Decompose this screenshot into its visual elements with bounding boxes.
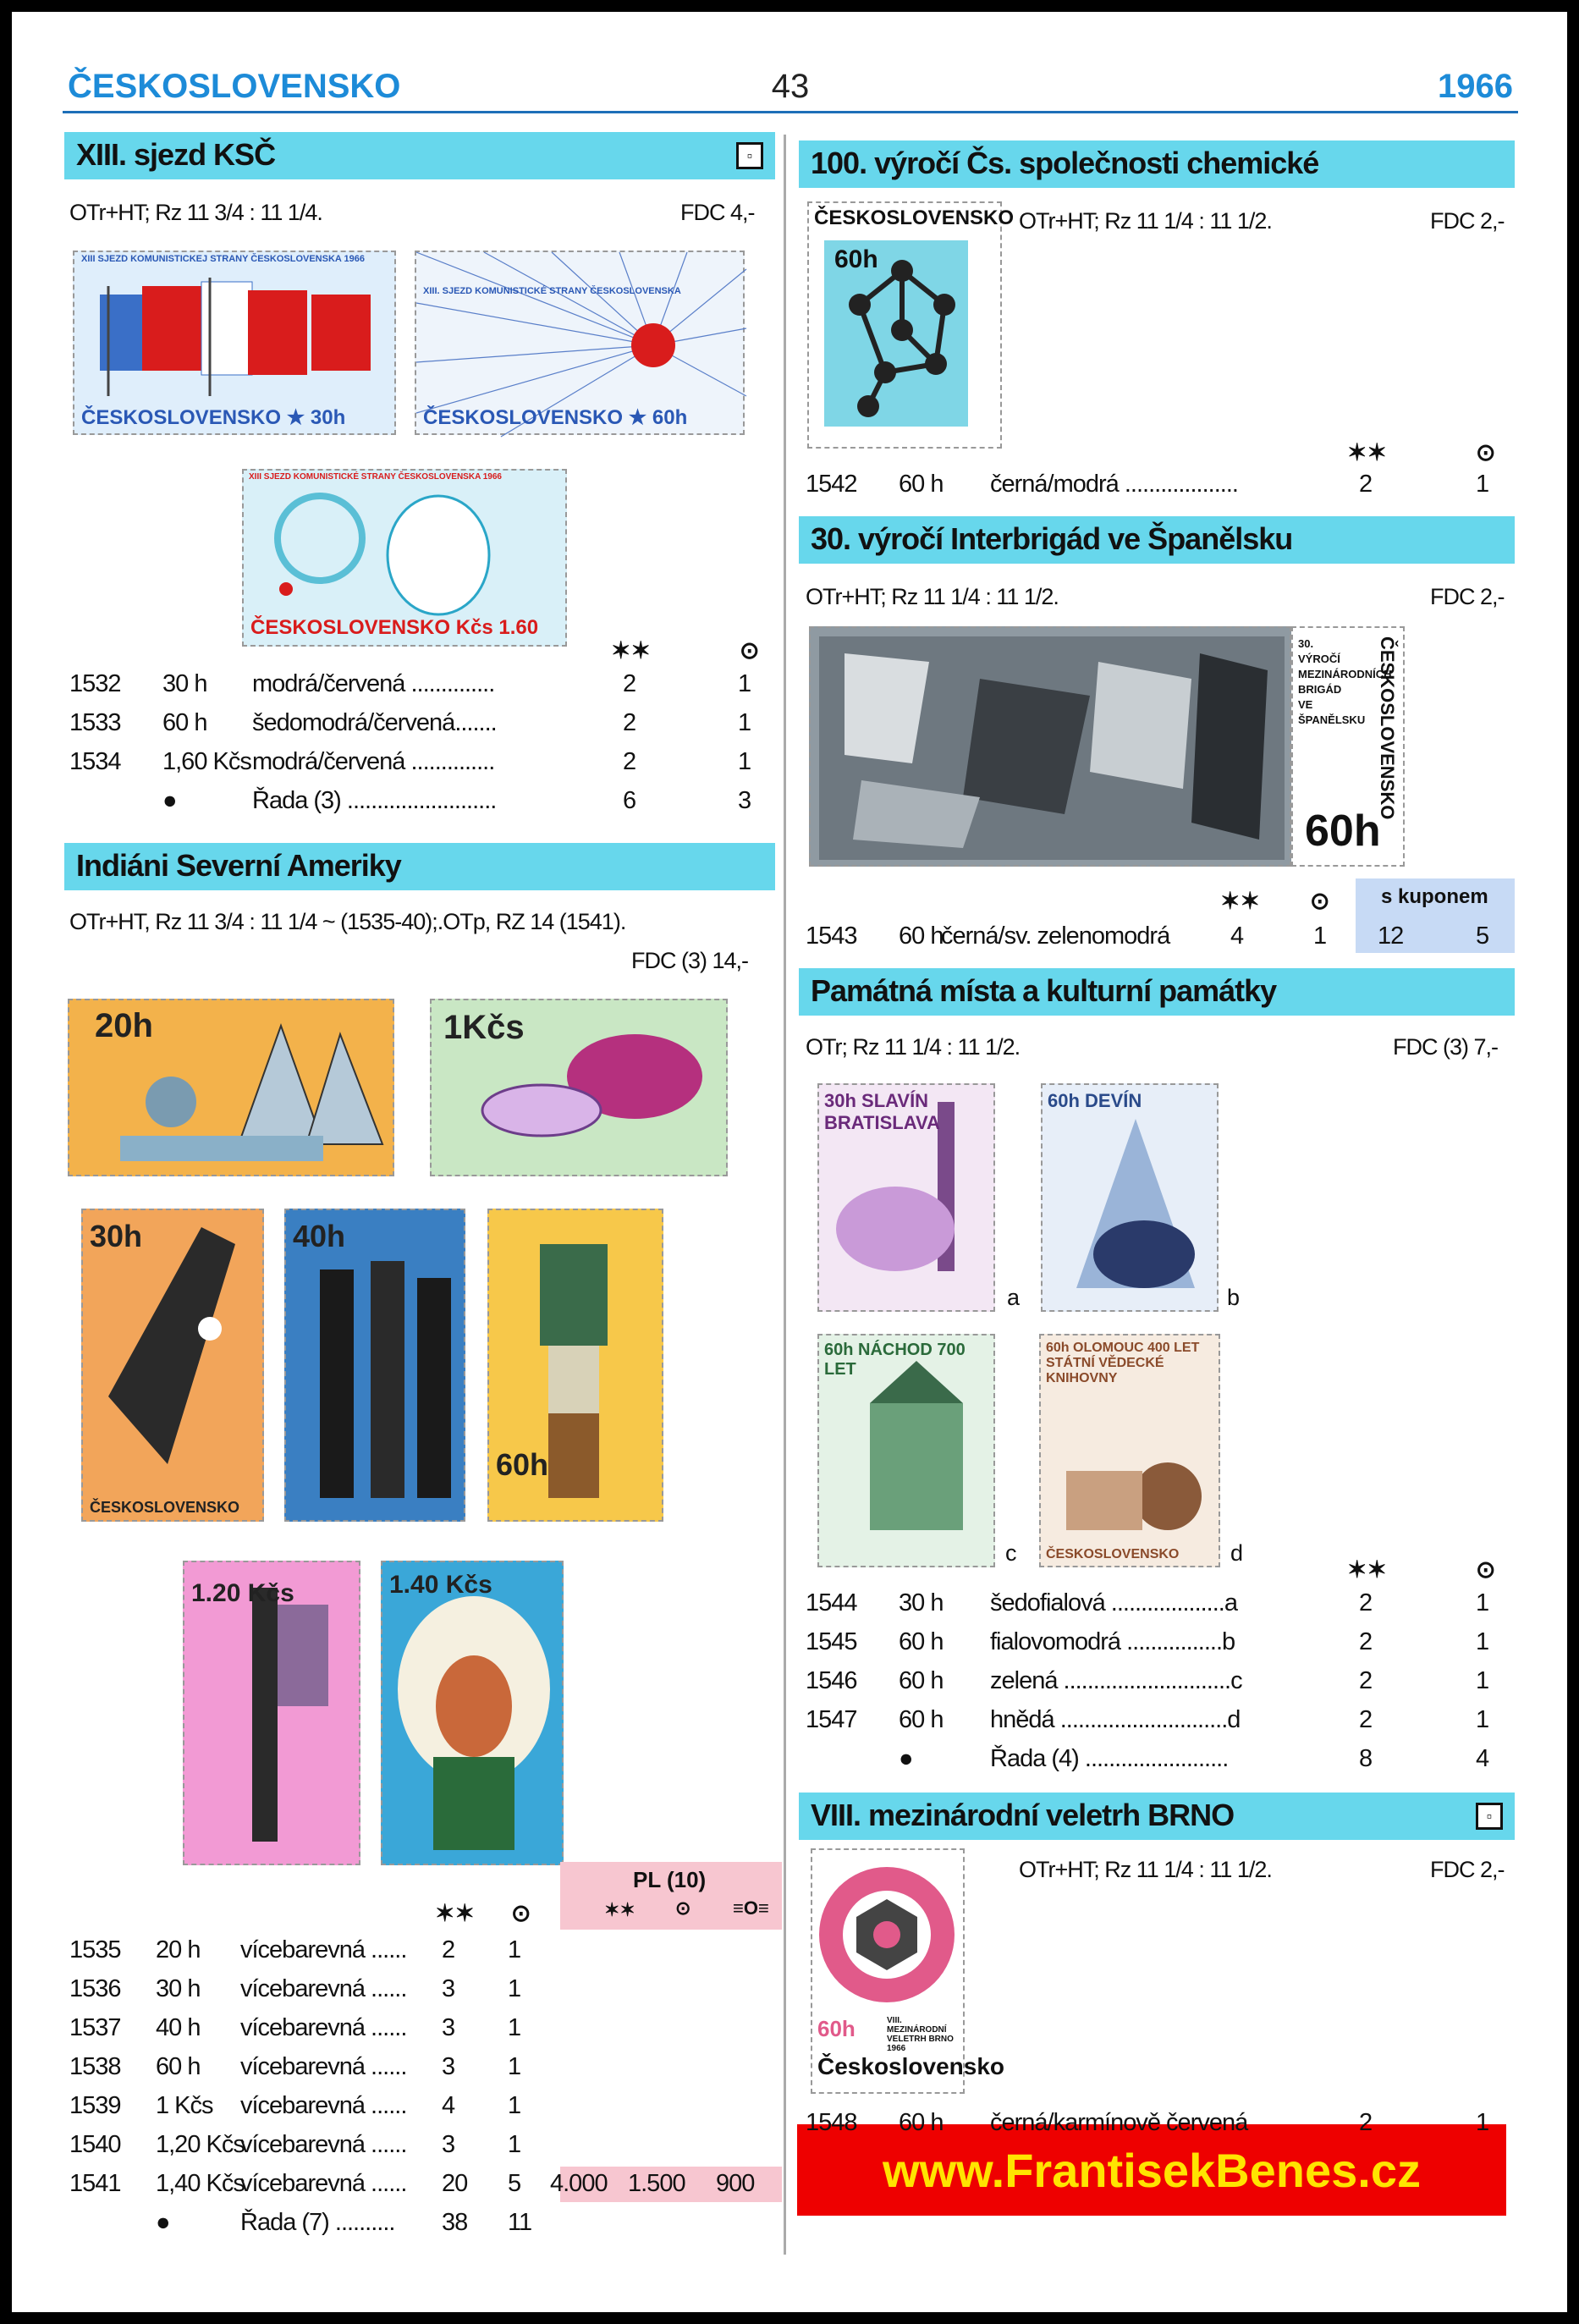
cell-val: ● <box>162 787 177 814</box>
frame-icon: ▫ <box>736 142 763 169</box>
section-title: XIII. sjezd KSČ <box>76 137 276 172</box>
section-title: Indiáni Severní Ameriky <box>76 848 401 883</box>
cell-used: 1 <box>1476 1667 1489 1694</box>
weapon-illustration <box>83 1210 266 1523</box>
fdc-price: FDC (3) 14,- <box>631 948 749 973</box>
cell-no: 1545 <box>806 1628 857 1655</box>
used-symbol: ⊙ <box>675 1897 691 1919</box>
fdc-price: FDC 4,- <box>680 200 755 225</box>
cell-no: 1536 <box>69 1975 121 2002</box>
cell-used: 1 <box>738 709 751 736</box>
print-info: OTr+HT; Rz 11 1/4 : 11 1/2. <box>1019 1857 1272 1882</box>
cell-mint: 2 <box>442 1936 455 1963</box>
cell-color: šedomodrá/červená....... <box>252 709 497 736</box>
used-symbol: ⊙ <box>1310 888 1330 914</box>
cell-no: 1541 <box>69 2170 121 2197</box>
table-row <box>12 1742 1567 1779</box>
stamp-caption: XIII. SJEZD KOMUNISTICKÉ STRANY ČESKOSLOVENSKA <box>423 286 681 296</box>
table-row <box>12 1933 1567 1970</box>
cell-val: 60 h <box>899 922 944 950</box>
stamp-image-40h <box>284 1209 465 1522</box>
cell-no: 1537 <box>69 2014 121 2041</box>
section-header-chem <box>799 140 1515 188</box>
cell-val: 1,20 Kčs <box>156 2131 245 2158</box>
cell-val: 60 h <box>899 1667 944 1694</box>
used-symbol: ⊙ <box>740 637 760 664</box>
variant-letter: a <box>1007 1285 1021 1310</box>
table-row <box>12 467 1567 504</box>
table-row <box>12 1625 1567 1662</box>
cell-mint: 3 <box>442 1975 455 2002</box>
cell-val: ● <box>899 1745 913 1772</box>
cell-val: 30 h <box>156 1975 201 2002</box>
used-symbol: ⊙ <box>511 1900 531 1926</box>
print-info: OTr+HT, Rz 11 3/4 : 11 1/4 ~ (1535-40);.OTp, RZ 14 (1541). <box>69 909 626 934</box>
section-header-spain <box>799 516 1515 564</box>
cell-val: 60 h <box>156 2053 201 2080</box>
print-info: OTr+HT; Rz 11 1/4 : 11 1/2. <box>1019 208 1272 234</box>
cell-color: vícebarevná ...... <box>240 1975 407 2002</box>
cell-val: 60 h <box>899 1628 944 1655</box>
cell-val: 60 h <box>162 709 207 736</box>
cell-used: 5 <box>508 2170 521 2197</box>
fdc-price: FDC 2,- <box>1430 1857 1505 1882</box>
stamp-value: 30h <box>90 1219 143 1253</box>
stamp-caption: ČESKOSLOVENSKO ★ 60h <box>423 406 688 429</box>
cell-no: 1547 <box>806 1706 857 1733</box>
stamp-caption: 60h NÁCHOD 700 LET <box>824 1341 966 1379</box>
section-title: 100. výročí Čs. společnosti chemické <box>811 146 1319 180</box>
table-row <box>12 745 1567 782</box>
cell-mint: 3 <box>442 2014 455 2041</box>
section-header-ksc <box>64 132 775 179</box>
stamp-image-chem <box>807 201 1015 449</box>
cell-val: 40 h <box>156 2014 201 2041</box>
coupon-text: 30. VÝROČÍ MEZINÁRODNÍCH BRIGÁD VE ŠPANĚLSKU <box>1298 637 1392 726</box>
section-title: VIII. mezinárodní veletrh BRNO <box>811 1798 1235 1832</box>
cell-mint: 2 <box>1359 1706 1373 1733</box>
table-row <box>12 1586 1567 1623</box>
stamp-value: 1.40 Kčs <box>389 1571 492 1599</box>
cell-used: 1 <box>1476 471 1489 498</box>
cell-mint: 3 <box>442 2131 455 2158</box>
cell-mint: 2 <box>623 709 636 736</box>
table-row <box>12 1664 1567 1701</box>
cell-val: 60 h <box>899 2109 944 2136</box>
stamp-value: 60h <box>817 2016 856 2041</box>
stamp-caption: ČESKOSLOVENSKO <box>90 1499 240 1516</box>
molecule-illustration <box>809 203 1004 450</box>
table-row <box>12 706 1567 743</box>
website-link[interactable]: www.FrantisekBenes.cz <box>883 2144 1421 2197</box>
table-row <box>12 2206 1567 2243</box>
cell-val: 20 h <box>156 1936 201 1963</box>
frame-icon: ▫ <box>1476 1803 1503 1830</box>
cell-used: 1 <box>508 2092 521 2119</box>
cell-no: 1546 <box>806 1667 857 1694</box>
stamp-value: 20h <box>95 1007 153 1044</box>
cell-c1: 12 <box>1378 922 1404 950</box>
cell-no: 1533 <box>69 709 121 736</box>
stamp-caption: ČESKOSLOVENSKO Kčs 1.60 <box>250 616 539 639</box>
table-row <box>12 2167 1567 2204</box>
print-info: OTr+HT; Rz 11 1/4 : 11 1/2. <box>806 584 1059 609</box>
pl-header: PL (10) <box>633 1867 707 1892</box>
stamp-image-20h <box>68 999 394 1176</box>
cell-mint: 3 <box>442 2053 455 2080</box>
cell-color: hnědá ............................d <box>990 1706 1241 1733</box>
devin-illustration <box>1043 1085 1220 1313</box>
variant-letter: d <box>1230 1540 1244 1566</box>
cell-color: modrá/červená .............. <box>252 748 495 775</box>
cell-no: 1532 <box>69 670 121 697</box>
cell-mint: 2 <box>1359 1589 1373 1616</box>
table-row <box>12 667 1567 704</box>
cell-val: 60 h <box>899 1706 944 1733</box>
cell-color: vícebarevná ...... <box>240 1936 407 1963</box>
cell-used: 3 <box>738 787 751 814</box>
cell-val: 1 Kčs <box>156 2092 213 2119</box>
cell-mint: 20 <box>442 2170 468 2197</box>
table-row <box>12 919 1567 956</box>
stamp-image-a <box>817 1083 995 1312</box>
mint-symbol: ✶✶ <box>611 637 651 664</box>
stamp-value: 1.20 Kčs <box>191 1579 294 1607</box>
cell-no: 1534 <box>69 748 121 775</box>
stamp-image-b <box>1041 1083 1219 1312</box>
stamp-caption: 30h SLAVÍN BRATISLAVA <box>824 1090 940 1133</box>
fdc-symbol: ≡O≡ <box>733 1897 769 1919</box>
page-number: 43 <box>771 68 810 105</box>
stamp-caption: XIII SJEZD KOMUNISTICKÉ STRANY ČESKOSLOVENSKA 1966 <box>249 472 502 482</box>
stamp-image-30h <box>73 251 396 435</box>
stamp-value: 60h <box>496 1447 549 1482</box>
table-row <box>12 784 1567 821</box>
cell-color: Řada (4) ........................ <box>990 1745 1229 1772</box>
cell-mint: 38 <box>442 2209 468 2236</box>
cell-mint: 2 <box>1359 1628 1373 1655</box>
cell-mint: 2 <box>623 748 636 775</box>
section-header-monuments <box>799 968 1515 1016</box>
cell-mint: 2 <box>1359 2109 1373 2136</box>
stamp-caption: ČESKOSLOVENSKO ★ 30h <box>81 406 346 429</box>
cell-used: 1 <box>508 2131 521 2158</box>
cell-color: šedofialová ...................a <box>990 1589 1237 1616</box>
cell-val: 30 h <box>899 1589 944 1616</box>
section-title: 30. výročí Interbrigád ve Španělsku <box>811 521 1293 556</box>
stamp-caption: 60h OLOMOUC 400 LET STÁTNÍ VĚDECKÉ KNIHOVNY <box>1046 1341 1200 1385</box>
stamp-image-1kcs <box>430 999 728 1176</box>
cell-pl: 1.500 <box>628 2170 685 2197</box>
section-header-indians <box>64 843 775 890</box>
mint-symbol: ✶✶ <box>435 1900 475 1926</box>
cell-used: 4 <box>1476 1745 1489 1772</box>
cell-color: vícebarevná ...... <box>240 2092 407 2119</box>
mint-symbol: ✶✶ <box>1347 439 1387 465</box>
stamp-caption: XIII SJEZD KOMUNISTICKEJ STRANY ČESKOSLOVENSKA 1966 <box>81 254 365 264</box>
section-header-brno <box>799 1793 1515 1840</box>
cell-color: fialovomodrá ................b <box>990 1628 1235 1655</box>
catalog-page <box>12 12 1567 2312</box>
stamp-caption: VIII. MEZINÁRODNÍ VELETRH BRNO 1966 <box>887 2016 954 2053</box>
cell-color: Řada (7) .......... <box>240 2209 395 2236</box>
stamp-caption: ČESKOSLOVENSKO <box>1377 636 1398 820</box>
cell-used: 1 <box>508 1975 521 2002</box>
cell-color: vícebarevná ...... <box>240 2131 407 2158</box>
cell-used: 1 <box>1476 1589 1489 1616</box>
stamp-value: 60h <box>1305 807 1381 856</box>
coupon-label: s kuponem <box>1381 885 1488 908</box>
table-row <box>12 1703 1567 1740</box>
cell-mint: 6 <box>623 787 636 814</box>
country-title: ČESKOSLOVENSKO <box>68 68 401 105</box>
cell-val: 60 h <box>899 471 944 498</box>
variant-letter: b <box>1227 1285 1241 1310</box>
stamp-image-d <box>1039 1334 1220 1567</box>
cell-mint: 2 <box>1359 1667 1373 1694</box>
cell-color: černá/sv. zelenomodrá <box>941 922 1170 950</box>
cell-used: 1 <box>1476 1706 1489 1733</box>
mint-symbol: ✶✶ <box>1347 1556 1387 1583</box>
cell-pl: 4.000 <box>550 2170 608 2197</box>
cell-color: Řada (3) ......................... <box>252 787 497 814</box>
table-row <box>12 2106 1567 2143</box>
cell-val: 1,60 Kčs <box>162 748 251 775</box>
stamp-value: 1Kčs <box>443 1009 525 1046</box>
stamp-caption: 60h DEVÍN <box>1048 1090 1142 1111</box>
cell-no: 1540 <box>69 2131 121 2158</box>
cell-pl: 900 <box>716 2170 755 2197</box>
cell-color: vícebarevná ...... <box>240 2170 407 2197</box>
stamp-value: 40h <box>293 1219 346 1253</box>
year-title: 1966 <box>1438 68 1513 105</box>
cell-used: 11 <box>508 2209 532 2236</box>
cell-val: 30 h <box>162 670 207 697</box>
cell-mint: 4 <box>442 2092 455 2119</box>
table-row <box>12 2050 1567 2087</box>
used-symbol: ⊙ <box>1476 1556 1496 1583</box>
cell-color: černá/modrá ................... <box>990 471 1238 498</box>
cell-used: 1 <box>1313 922 1327 950</box>
print-info: OTr; Rz 11 1/4 : 11 1/2. <box>806 1034 1021 1060</box>
cell-no: 1543 <box>806 922 857 950</box>
totem-illustration <box>286 1210 467 1523</box>
variant-letter: c <box>1005 1540 1017 1566</box>
cell-color: vícebarevná ...... <box>240 2053 407 2080</box>
print-info: OTr+HT; Rz 11 3/4 : 11 1/4. <box>69 200 322 225</box>
cell-no: 1535 <box>69 1936 121 1963</box>
pl-header-box <box>560 1862 782 1930</box>
cell-used: 1 <box>738 748 751 775</box>
cell-mint: 8 <box>1359 1745 1373 1772</box>
stamp-image-60h <box>415 251 745 435</box>
cell-no: 1548 <box>806 2109 857 2136</box>
fdc-price: FDC (3) 7,- <box>1393 1034 1498 1060</box>
stamp-image-c <box>817 1334 995 1567</box>
fdc-price: FDC 2,- <box>1430 208 1505 234</box>
table-row <box>12 1972 1567 2009</box>
stamp-caption: ČESKOSLOVENSKO <box>814 207 1015 229</box>
cell-used: 1 <box>508 2014 521 2041</box>
cell-val: ● <box>156 2209 170 2236</box>
cell-no: 1544 <box>806 1589 857 1616</box>
cell-no: 1538 <box>69 2053 121 2080</box>
page-header <box>63 63 1518 113</box>
stamp-caption: Československo <box>817 2053 1004 2079</box>
cell-used: 1 <box>508 1936 521 1963</box>
cell-color: černá/karmínově červená <box>990 2109 1248 2136</box>
cell-no: 1539 <box>69 2092 121 2119</box>
stamp-image-60h <box>487 1209 663 1522</box>
cell-mint: 2 <box>623 670 636 697</box>
cell-color: zelená ............................c <box>990 1667 1242 1694</box>
cell-color: modrá/červená .............. <box>252 670 495 697</box>
used-symbol: ⊙ <box>1476 439 1496 465</box>
stamp-caption: ČESKOSLOVENSKO <box>1046 1547 1180 1561</box>
stamp-image-30h <box>81 1209 264 1522</box>
cell-color: vícebarevná ...... <box>240 2014 407 2041</box>
cell-used: 1 <box>738 670 751 697</box>
cell-val: 1,40 Kčs <box>156 2170 245 2197</box>
mint-symbol: ✶✶ <box>1220 888 1260 914</box>
cell-used: 1 <box>1476 2109 1489 2136</box>
stamp-value: 60h <box>834 245 878 273</box>
cell-used: 1 <box>508 2053 521 2080</box>
cell-mint: 2 <box>1359 471 1373 498</box>
cell-mint: 4 <box>1230 922 1244 950</box>
cell-used: 1 <box>1476 1628 1489 1655</box>
section-title: Památná místa a kulturní památky <box>811 973 1277 1008</box>
mint-symbol: ✶✶ <box>604 1899 635 1920</box>
cell-no: 1542 <box>806 471 857 498</box>
table-row <box>12 2011 1567 2048</box>
fdc-price: FDC 2,- <box>1430 584 1505 609</box>
cell-c2: 5 <box>1476 922 1489 950</box>
